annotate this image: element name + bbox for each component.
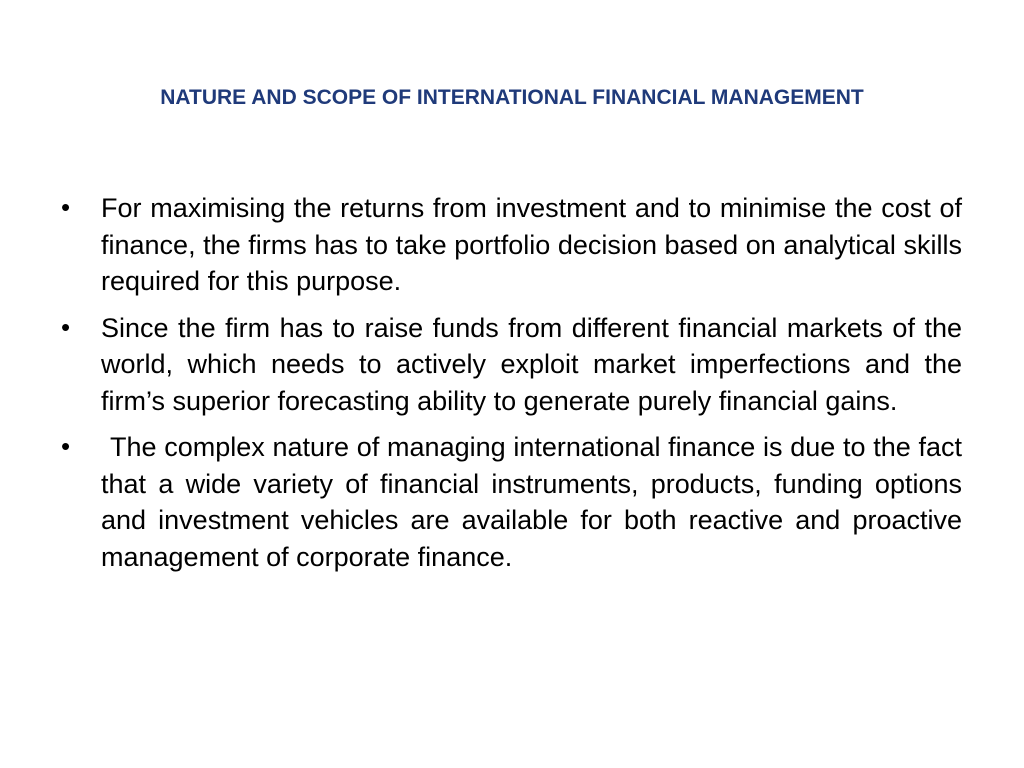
bullet-list xyxy=(58,190,962,585)
bullet-text: For maximising the returns from investment and to minimise the cost of finance, the firms has to take portfolio decision based on analytical skills required for this purpose. xyxy=(101,193,962,296)
slide-title: NATURE AND SCOPE OF INTERNATIONAL FINANCIAL MANAGEMENT xyxy=(160,86,864,109)
bullet-text: The complex nature of managing international finance is due to the fact that a wide variety of financial instruments, products, funding options and investment vehicles are available for both reactive and proactive management of corporate finance. xyxy=(101,432,962,572)
bullet-item-1 xyxy=(58,190,962,300)
bullet-icon: • xyxy=(61,311,71,342)
bullet-item-2 xyxy=(58,310,962,420)
bullet-icon: • xyxy=(61,431,71,461)
bullet-icon: • xyxy=(61,192,71,222)
bullet-item-3 xyxy=(58,429,962,575)
bullet-text: Since the firm has to raise funds from different financial markets of the world, which needs to actively exploit market imperfections and the firm’s superior forecasting ability to generate purely financial gains. xyxy=(101,312,962,416)
